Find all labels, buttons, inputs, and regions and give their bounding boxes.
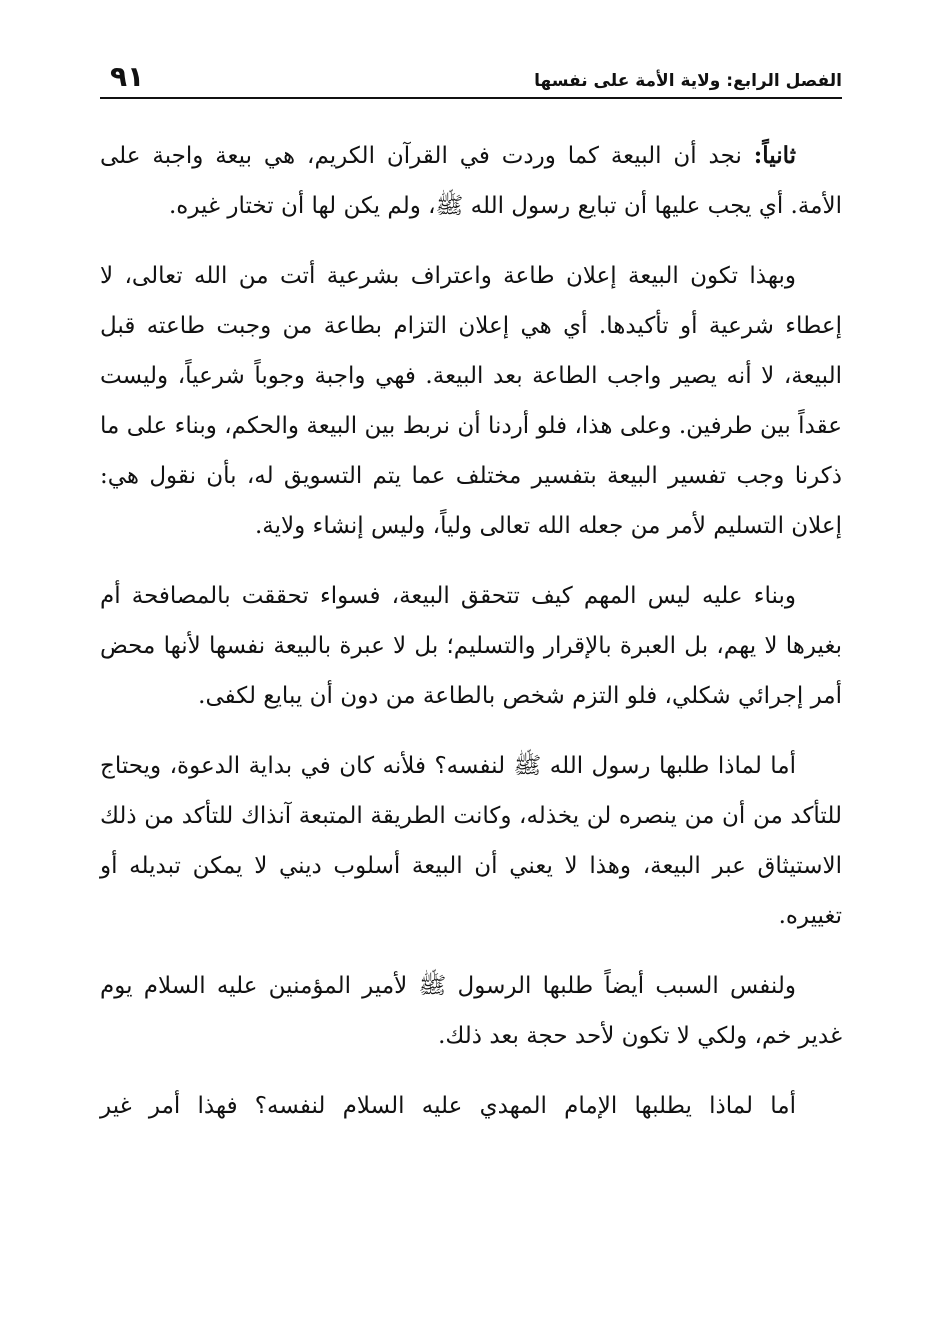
page-number: ٩١ (110, 60, 145, 93)
paragraph-6: أما لماذا يطلبها الإمام المهدي عليه السلام لنفسه؟ فهذا أمر غير (100, 1093, 796, 1119)
book-page (100, 55, 842, 1131)
paragraph-3: وبناء عليه ليس المهم كيف تتحقق البيعة، فسواء تحققت بالمصافحة أم بغيرها لا يهم، بل العبرة بالإقرار والتسليم؛ بل لا عبرة بالبيعة نفسها لأنها محض أمر إجرائي شكلي، فلو التزم شخص بالطاعة من دون أن يبايع لكفى. (100, 583, 842, 709)
paragraph-lead: ثانياً: (753, 142, 796, 169)
body-text (100, 131, 842, 1131)
paragraph-1 (100, 131, 842, 231)
paragraph-5: ولنفس السبب أيضاً طلبها الرسول ﷺ لأمير المؤمنين عليه السلام يوم غدير خم، ولكي لا تكون لأحد حجة بعد ذلك. (100, 973, 842, 1049)
paragraph-4: أما لماذا طلبها رسول الله ﷺ لنفسه؟ فلأنه كان في بداية الدعوة، ويحتاج للتأكد من أن من ينصره لن يخذله، وكانت الطريقة المتبعة آنذاك للتأكد من ذلك الاستيثاق عبر البيعة، وهذا لا يعني أن البيعة أسلوب ديني لا يمكن تبديله أو تغييره. (100, 753, 842, 929)
paragraph-2: وبهذا تكون البيعة إعلان طاعة واعتراف بشرعية أتت من الله تعالى، لا إعطاء شرعية أو تأكيدها. أي هي إعلان التزام بطاعة من وجبت طاعته قبل البيعة، لا أنه يصير واجب الطاعة بعد البيعة. فهي واجبة وجوباً شرعياً، وليست عقداً بين طرفين. وعلى هذا، فلو أردنا أن نربط بين البيعة والحكم، وبناء على ما ذكرنا وجب تفسير البيعة بتفسير مختلف عما يتم التسويق له، بأن نقول هي: إعلان التسليم لأمر من جعله الله تعالى ولياً، وليس إنشاء ولاية. (100, 263, 842, 539)
chapter-title: الفصل الرابع: ولاية الأمة على نفسها (534, 71, 842, 91)
running-header (100, 55, 842, 99)
paragraph-text: نجد أن البيعة كما وردت في القرآن الكريم، هي بيعة واجبة على الأمة. أي يجب عليها أن تبايع رسول الله ﷺ، ولم يكن لها أن تختار غيره. (100, 143, 842, 219)
